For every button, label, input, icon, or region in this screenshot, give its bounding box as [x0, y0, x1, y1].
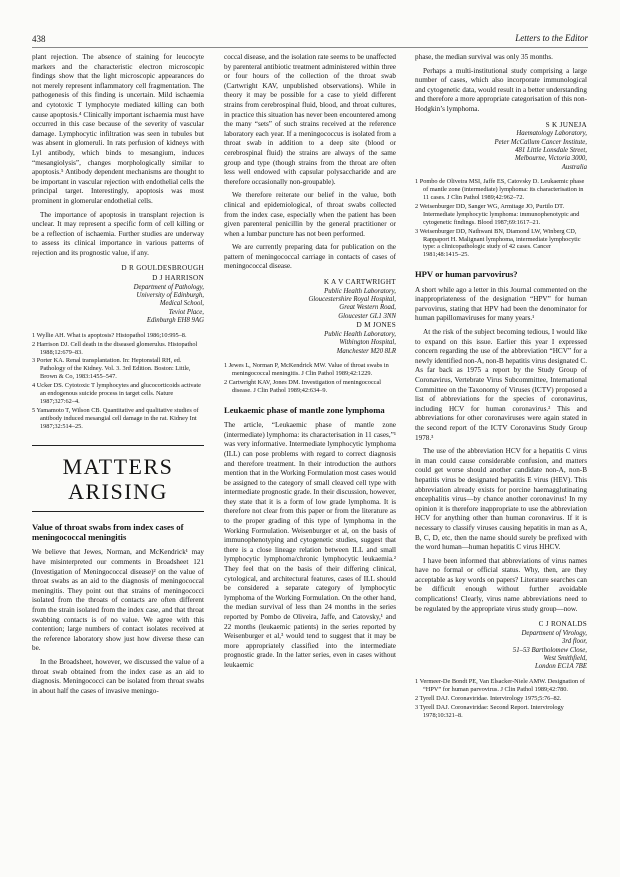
affiliation-line: Melbourne, Victoria 3000, [515, 155, 587, 163]
author-name: S K JUNEJA [545, 120, 587, 129]
signature-block [32, 264, 204, 325]
reference-item: 2 Weisenburger DD, Sanger WG, Armitage JO, Purtilo DT. Intermediate lymphocytic lymphoma: immunophenotypic and cytogenetic findings. Blood 1987;69:1617–21. [415, 202, 580, 226]
affiliation-line: Gloucestershire Royal Hospital, [308, 296, 396, 304]
paragraph: A short while ago a letter in this Journal commented on the inappropriateness of the designation “HPV” for human parvovirus, stating that HPV had been the denominator for human papillomaviruses for many years.¹ [415, 285, 587, 323]
banner-line: ARISING [68, 478, 168, 504]
matters-arising-banner [32, 445, 204, 512]
affiliation-line: 3rd floor, [561, 638, 587, 646]
affiliation-line: Gloucester GL1 3NN [338, 312, 396, 320]
page-number: 438 [32, 34, 46, 44]
reference-item: 1 Pombo de Oliveira MSI, Jaffe ES, Catovsky D. Leukaemic phase of mantle zone (intermediate) lymphoma: its characterisation in 11 cases. J Clin Pathol 1989;42:962–72. [415, 178, 585, 201]
paragraph: I have been informed that abbreviations of virus names have no formal or official status. Why, then, are they acceptable as key words on papers? Literature searches can be difficult enough without further avoidable complications! Clearly, virus name abbreviations need to be regulated by the appropriate virus study group—now. [415, 556, 587, 613]
signature-block [224, 278, 396, 356]
reference-list [415, 678, 587, 720]
affiliation-line: 51–53 Bartholomew Close, [512, 646, 587, 654]
affiliation-line: Public Health Laboratory, [324, 287, 396, 295]
affiliation-line: Department of Virology, [521, 629, 587, 637]
banner-line: MATTERS [62, 453, 174, 479]
affiliation-line: Edinburgh EH8 9AG [146, 317, 204, 325]
affiliation-line: Teviot Place, [168, 308, 204, 316]
paragraph: We are currently preparing data for publication on the pattern of meningococcal carriage in contacts of cases of meningococcal disease. [224, 243, 396, 271]
reference-item: 2 Cartwright KAV, Jones DM. Investigation of meningococcal disease. J Clin Pathol 1989;42:634–9. [224, 378, 381, 394]
author-name: C J RONALDS [538, 620, 587, 629]
author-name: D J HARRISON [152, 274, 204, 283]
affiliation-line: Withington Hospital, [339, 339, 396, 347]
reference-list [224, 362, 396, 395]
reference-item: 5 Yamamoto T, Wilson CB. Quantitative and qualitative studies of antibody induced mesangial cell damage in the rat. Kidney Int 1987;32:514–25. [32, 406, 199, 430]
paragraph: plant rejection. The absence of staining for leucocyte markers and the characteristic electron microscopic findings show that the light microscopic appearances do not merely represent inflammatory cell fragmentation. The pathogenesis of this finding is uncertain. Mild ischaemia and cytotoxic T lymphocyte mediated killing can both cause apoptosis.⁴ Clinically important ischaemia must have occurred in this case because of the severity of vascular damage. Lymphocytic infiltration was seen in tubules but was absent in glomeruli. In rats perfusion of kidneys with Lyl antibody, which binds to mesangium, induces “mesangiolysis”, changes morphologically similar to apoptosis.⁵ Antibody dependent mechanisms are thought to be important in vascular rejection with endothelial cells the principal target. Interestingly, apoptosis was most prominent in glomerular endothelial cells. [32, 53, 204, 205]
reference-item: 1 Jewes L, Norman P, McKendrick MW. Value of throat swabs in meningococcal meningitis. J Clin Pathol 1989;42:1229. [224, 362, 389, 377]
affiliation-line: Great Western Road, [339, 304, 396, 312]
paragraph: Perhaps a multi-institutional study comprising a large number of cases, which also incorporate immunological and cytogenetic data, would result in a better understanding and therefore a more appropriate categorisation of this non-Hodgkin’s lymphoma. [415, 66, 587, 113]
paragraph: In the Broadsheet, however, we discussed the value of a throat swab obtained from the index case as an aid to diagnosis. Meningococci can be isolated from throat swabs in about half the cases of invasive meningo- [32, 657, 204, 695]
paragraph: We therefore reiterate our belief in the value, both clinical and epidemiological, of throat swabs collected from the index case, especially when the patient has been given parenteral penicillin by the general practitioner or when a lumbar puncture has not been performed. [224, 191, 396, 238]
affiliation-line: West Smithfield, [543, 655, 587, 663]
column-3 [415, 53, 587, 845]
affiliation-line: Medical School, [159, 300, 204, 308]
reference-item: 2 Harrison DJ. Cell death in the diseased glomerulus. Histopathol 1988;12:679–83. [32, 340, 198, 356]
author-name: K A V CARTWRIGHT [323, 278, 396, 287]
letter-title: HPV or human parvovirus? [415, 269, 518, 280]
signature-block [415, 121, 587, 173]
paragraph: The use of the abbreviation HCV for a hepatitis C virus in man could cause considerable confusion, and matters could get worse should another candidate non-A, non-B hepatitis virus be designated hepatitis E virus (HEV). This abbreviation already exists for porcine haemagglutinating encephalitis virus—by chance another coronavirus! In my opinion it is therefore inappropriate to use the abbreviation HCV for anything other than human coronavirus. If it is necessary to classify viruses causing hepatitis in man as A, B, C, D, etc, then the name should surely be prefixed with the word human—human hepatitis C virus HHCV. [415, 447, 587, 552]
author-name: D M JONES [356, 321, 396, 330]
author-name: D R GOULDESBROUGH [121, 264, 204, 273]
paragraph: coccal disease, and the isolation rate seems to be unaffected by parenteral antibiotic treatment administered within three or four hours of the collection of the throat swab (Cartwright KAV, unpublished observations). While in theory it may be possible for a case to yield different strains from cerebrospinal fluid, blood, and throat cultures, in practice this situation has never been encountered among the many “sets” of such strains received at the reference laboratory each year. If a meningococcus is isolated from a throat swab in addition to a deep site (blood or cerebrospinal fluid) the strains are always of the same group and type (though strains from the throat are often less well endowed with capsular polysaccharide and are therefore occasionally non-groupable). [224, 53, 396, 186]
affiliation-line: Public Health Laboratory, [324, 330, 396, 338]
paragraph: The article, “Leukaemic phase of mantle zone (intermediate) lymphoma: its characterisation in 11 cases,”¹ was very informative. Intermediate lymphocytic lymphoma (ILL) can pose problems with regard to correct diagnosis and therefore treatment. In their introduction the authors mention that in the Working Formulation most cases would be assigned to the category of small cleaved cell type with intermediate prognostic grade. In their discussion, however, they state that it is a form of low grade lymphoma. It is therefore not clear from this paper or from the literature as to the proper grading of this type of lymphoma in the Working Formulation. Weisenburger et al, on the basis of immunophenotyping and cytogenetic studies, suggest that there is a close lineage relation between ILL and small lymphocytic lymphoma/chronic lymphocytic leukaemia.² They feel that on the basis of their differing clinical, cytological, and architectural features, cases of ILL should be considered a separate category of lymphocytic lymphoma of the Working Formulation. On the other hand, the median survival of less than 24 months in the series reported by Pombo de Oliveira, Jaffe, and Catovsky,¹ and 22 months (leukaemic patients) in the series reported by Weisenburger et al,³ would tend to suggest that it may be more appropriately classified into the intermediate prognostic grade. In the latter series, even in cases without leukaemic [224, 421, 396, 669]
paragraph: At the risk of the subject becoming tedious, I would like to expand on this issue. Earlier this year I expressed concern regarding the use of the abbreviation “HCV” for a newly identified non-A, non-B hepatitis virus designated C. As far back as 1975 a report by the Study Group of Coronavirus, Vertebrate Virus Subcommittee, International Committee on the Taxonomy of Viruses (ICTV) proposed a list of abbreviations for the species of coronavirus, including HCV for human coronavirus.² This and abbreviations for other coronaviruses were again stated in the second report of the ICTV Coronavirus Study Group 1978.³ [415, 328, 587, 442]
reference-item: 3 Weisenburger DD, Nathwani BN, Diamond LW, Winberg CD, Rappaport H. Malignant lymphoma, intermediate lymphocytic type: a clinicopathologic study of 42 cases. Cancer 1981;48:1415–25. [415, 227, 581, 259]
reference-list [32, 332, 204, 431]
paragraph: We believe that Jewes, Norman, and McKendrick¹ may have misinterpreted our comments in Broadsheet 121 (Investigation of Meningococcal disease)² on the value of throat swabs as an aid to the diagnosis of meningococcal meningitis. They point out that strains of meningococci isolated from the throats of contacts are often different from the strain isolated from the index case, and that throat swabbing contacts is of no value. We agree with this contention; large numbers of contact isolates received at the reference laboratory show just how diverse these can be. [32, 548, 204, 653]
reference-list [415, 178, 587, 259]
column-1 [32, 53, 204, 845]
reference-item: 1 Vermeer-De Bondt PE, Van Elsacker-Niele AMW. Designation of “HPV” for human parvovirus. J Clin Pathol 1989;42:780. [415, 677, 585, 693]
affiliation-line: London EC1A 7BE [535, 663, 587, 671]
reference-item: 2 Tyrell DAJ. Coronaviridae. Intervirology 1975;5:76–82. [415, 694, 562, 702]
signature-block [415, 620, 587, 672]
reference-item: 4 Ucker DS. Cytotoxic T lymphocytes and glucocorticoids activate an endogenous suicide process in target cells. Nature 1987;327:62–4. [32, 382, 201, 405]
affiliation-line: 481 Little Lonsdale Street, [515, 146, 587, 154]
affiliation-line: University of Edinburgh, [136, 292, 204, 300]
affiliation-line: Peter McCallum Cancer Institute, [494, 138, 587, 146]
reference-item: 1 Wyllie AH. What is apoptosis? Histopathol 1986;10:995–8. [32, 331, 187, 339]
paragraph: The importance of apoptosis in transplant rejection is unclear. It may represent a specific form of cell killing or be a reflection of ischaemia. Further studies are underway to assess its clinical importance in various patterns of rejection and its prognostic value, if any. [32, 210, 204, 257]
paragraph: phase, the median survival was only 35 months. [415, 53, 553, 61]
affiliation-line: Department of Pathology, [133, 283, 204, 291]
affiliation-line: Manchester M20 8LR [336, 347, 396, 355]
affiliation-line: Haematology Laboratory, [516, 130, 587, 138]
reference-item: 3 Porter KA. Renal transplantation. In: Heptonstall RH, ed. Pathology of the Kidney. Vol. 3. 3rd Edition. Boston: Little, Brown & Co, 1983:1455–547. [32, 357, 191, 381]
affiliation-line: Australia [561, 163, 587, 171]
reference-item: 3 Tyrell DAJ. Coronaviridae: Second Report. Intervirology 1978;10:321–8. [415, 703, 564, 719]
letter-title: Value of throat swabs from index cases of meningococcal meningitis [32, 521, 184, 542]
running-header: Letters to the Editor [515, 33, 588, 43]
letter-title: Leukaemic phase of mantle zone lymphoma [224, 404, 385, 415]
header-rule [32, 47, 588, 48]
column-2 [224, 53, 396, 845]
